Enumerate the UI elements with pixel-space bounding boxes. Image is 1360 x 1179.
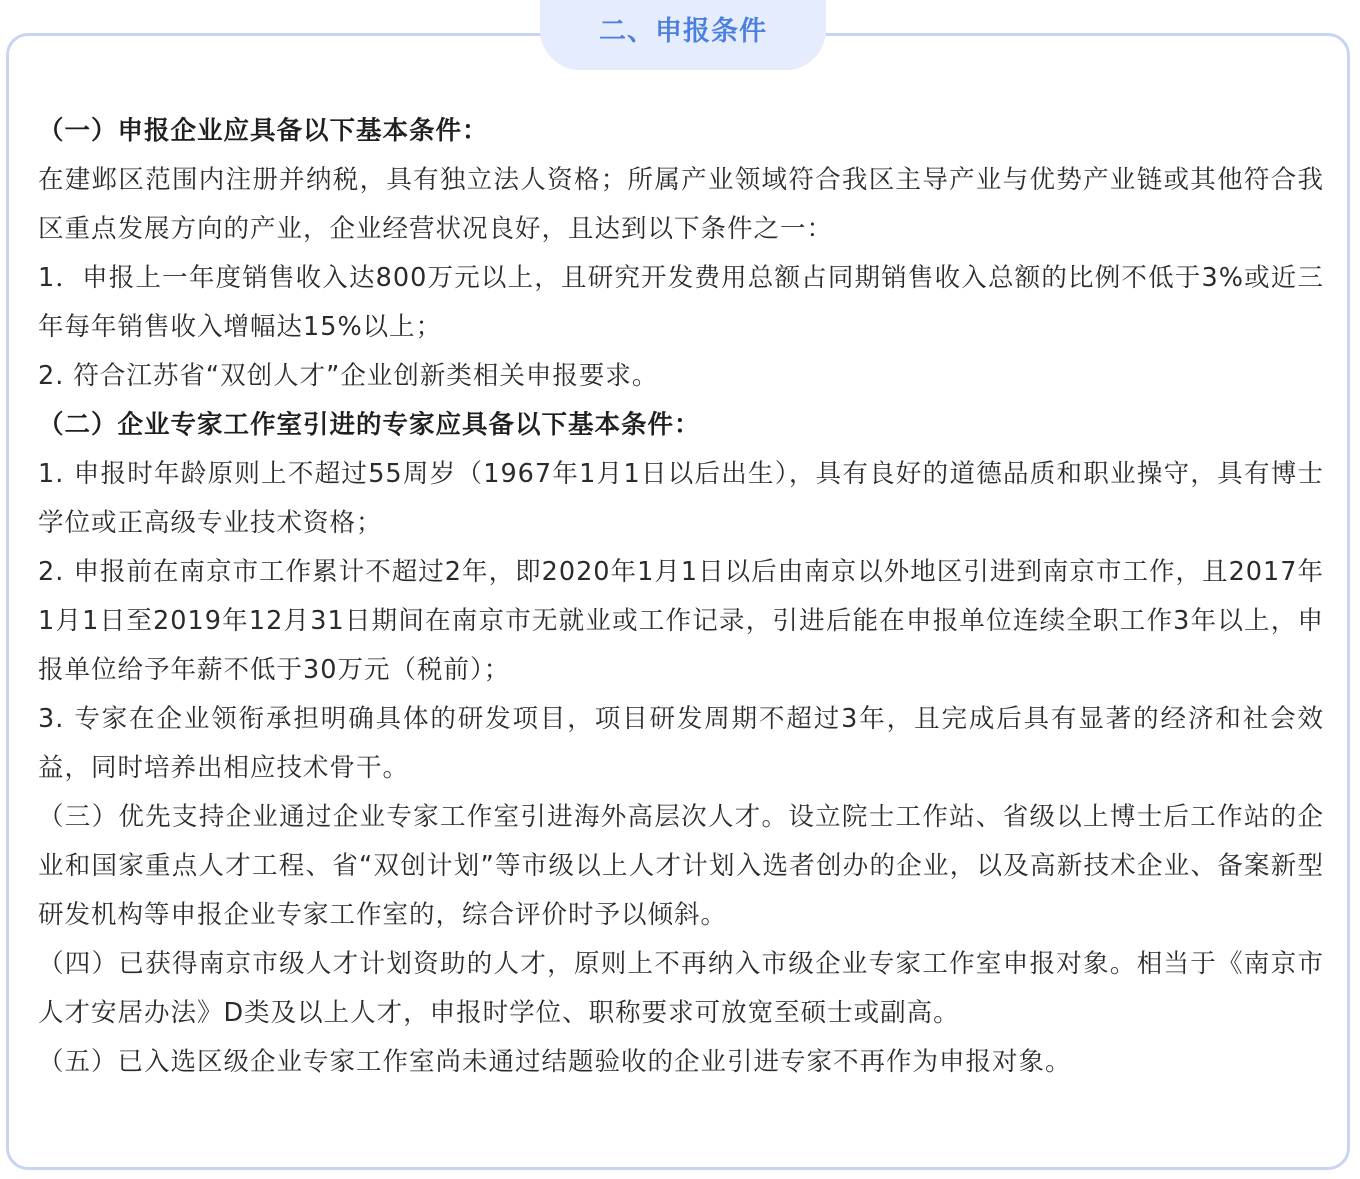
requirements-content	[38, 107, 1324, 1087]
list-item-jiangsu-talent: 2. 符合江苏省“双创人才”企业创新类相关申报要求。	[38, 361, 659, 391]
paragraph-enterprise-basic: 在建邺区范围内注册并纳税，具有独立法人资格；所属产业领域符合我区主导产业与优势产业链或其他符合我区重点发展方向的产业，企业经营状况良好，且达到以下条件之一：	[38, 165, 1324, 244]
subsection-heading-1: （一）申报企业应具备以下基本条件：	[38, 116, 489, 146]
section-title-tab	[540, 0, 826, 70]
list-item-sales-revenue: 1．申报上一年度销售收入达800万元以上，且研究开发费用总额占同期销售收入总额的比例不低于3%或近三年每年销售收入增幅达15%以上；	[38, 263, 1324, 342]
section-title: 二、申报条件	[599, 15, 767, 47]
paragraph-priority-support: （三）优先支持企业通过企业专家工作室引进海外高层次人才。设立院士工作站、省级以上博士后工作站的企业和国家重点人才工程、省“双创计划”等市级以上人才计划入选者创办的企业，以及高新技术企业、备案新型研发机构等申报企业专家工作室的，综合评价时予以倾斜。	[38, 802, 1324, 930]
subsection-heading-2: （二）企业专家工作室引进的专家应具备以下基本条件：	[38, 410, 701, 440]
paragraph-funded-talent: （四）已获得南京市级人才计划资助的人才，原则上不再纳入市级企业专家工作室申报对象。相当于《南京市人才安居办法》D类及以上人才，申报时学位、职称要求可放宽至硕士或副高。	[38, 949, 1324, 1028]
list-item-expert-project: 3. 专家在企业领衔承担明确具体的研发项目，项目研发周期不超过3年，且完成后具有显著的经济和社会效益，同时培养出相应技术骨干。	[38, 704, 1324, 783]
paragraph-excluded-enterprises: （五）已入选区级企业专家工作室尚未通过结题验收的企业引进专家不再作为申报对象。	[38, 1047, 1072, 1077]
list-item-expert-work-history: 2. 申报前在南京市工作累计不超过2年，即2020年1月1日以后由南京以外地区引进到南京市工作，且2017年1月1日至2019年12月31日期间在南京市无就业或工作记录，引进后能在申报单位连续全职工作3年以上，申报单位给予年薪不低于30万元（税前）；	[38, 557, 1324, 685]
list-item-expert-age: 1. 申报时年龄原则上不超过55周岁（1967年1月1日以后出生），具有良好的道德品质和职业操守，具有博士学位或正高级专业技术资格；	[38, 459, 1324, 538]
